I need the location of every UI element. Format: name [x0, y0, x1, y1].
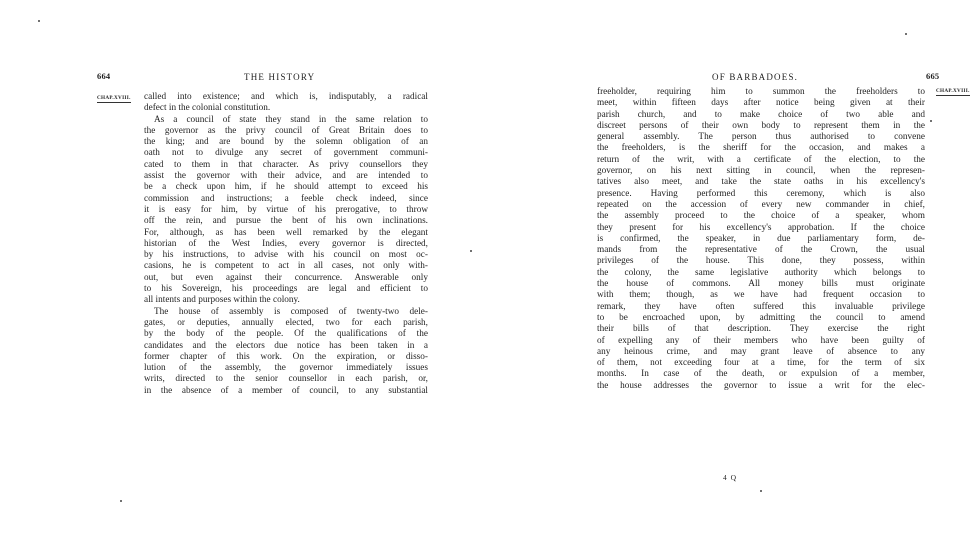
text-line: casions, he is competent to act in all cases, not only with- — [144, 261, 428, 272]
text-line: tatives also meet, and take the state oaths in his excellency's — [597, 177, 925, 188]
text-line: For, although, as has been well remarked by the elegant — [144, 227, 428, 238]
text-line: out, but even against their concurrence. Answerable only — [144, 272, 428, 283]
text-line: to be encroached upon, by admitting the council to amend — [597, 312, 925, 323]
text-line: called into existence; and which is, indisputably, a radical — [144, 92, 428, 102]
right-page — [490, 0, 980, 550]
left-page — [0, 0, 470, 550]
text-line: The house of assembly is composed of twenty-two dele- — [154, 306, 428, 317]
body-text-left — [144, 92, 428, 397]
text-line: months. In case of the death, or expulsion of a member, — [597, 369, 925, 380]
text-line: parish church, and to make choice of two able and — [597, 109, 925, 120]
text-line: governor, on his next sitting in council, when the represen- — [597, 166, 925, 177]
page-number-right: 665 — [926, 71, 940, 81]
text-line: they present for his excellency's approbation. If the choice — [597, 222, 925, 233]
text-line: to his Sovereign, his proceedings are legal and efficient to — [144, 284, 428, 295]
text-line: candidates and the electors due notice has been taken in a — [144, 340, 428, 351]
scan-speck — [760, 490, 762, 492]
body-text-right — [597, 87, 925, 392]
text-line: the assembly proceed to the choice of a speaker, whom — [597, 211, 925, 222]
text-line: assist the governor with their advice, and are intended to — [144, 171, 428, 182]
text-line: of expelling any of their members who have been guilty of — [597, 335, 925, 346]
running-head-right: OF BARBADOES. — [712, 72, 799, 82]
text-line: of them, not exceeding four at a time, for the term of six — [597, 358, 925, 369]
text-line: with them; though, as we have had frequent occasion to — [597, 290, 925, 301]
text-line: As a council of state they stand in the same relation to — [154, 114, 428, 125]
text-line: general assembly. The person thus authorised to convene — [597, 132, 925, 143]
chapter-margin-note-left: CHAP.XVIII. — [97, 95, 131, 101]
text-line: gates, or deputies, annually elected, two for each parish, — [144, 317, 428, 328]
text-line: their bills of that description. They exercise the right — [597, 324, 925, 335]
text-line: cated to them in that character. As privy counsellors they — [144, 159, 428, 170]
page-number-left: 664 — [97, 71, 111, 81]
text-line: by his instructions, to advise with his council on most oc- — [144, 250, 428, 261]
text-line: defect in the colonial constitution. — [144, 103, 271, 114]
text-line: commission and instructions; a feeble check indeed, since — [144, 193, 428, 204]
text-line: the house addresses the governor to issue a writ for the elec- — [597, 380, 925, 391]
text-line: historian of the West Indies, every governor is directed, — [144, 238, 428, 249]
text-line: remark, they have often suffered this invaluable privilege — [597, 301, 925, 312]
text-line: freeholder, requiring him to summon the freeholders to — [597, 87, 925, 97]
text-line: all intents and purposes within the colony. — [144, 295, 300, 306]
text-line: privileges of the house. This done, they possess, within — [597, 256, 925, 267]
text-line: the house of commons. All money bills must originate — [597, 279, 925, 290]
text-line: former chapter of this work. On the expiration, or disso- — [144, 351, 428, 362]
text-line: lution of the assembly, the governor immediately issues — [144, 363, 428, 374]
text-line: be a check upon him, if he should attempt to exceed his — [144, 182, 428, 193]
scan-speck — [120, 500, 122, 502]
text-line: by the body of the people. Of the qualifications of the — [144, 329, 428, 340]
chapter-margin-note-right: CHAP.XVIII. — [936, 88, 970, 94]
scan-speck — [38, 20, 40, 22]
text-line: meet, within fifteen days after notice being given at their — [597, 98, 925, 109]
text-line: the governor as the privy council of Great Britain does to — [144, 125, 428, 136]
text-line: the king; and are bound by the solemn obligation of an — [144, 137, 428, 148]
text-line: mands from the representative of the Crown, the usual — [597, 245, 925, 256]
signature-mark: 4 Q — [723, 473, 738, 482]
text-line: in the absence of a member of council, to any substantial — [144, 385, 428, 396]
scan-speck — [470, 250, 472, 252]
scan-speck — [905, 33, 907, 35]
text-line: return of the writ, with a certificate of the election, to the — [597, 154, 925, 165]
running-head-left: THE HISTORY — [244, 72, 316, 82]
text-line: is confirmed, the speaker, in due parliamentary form, de- — [597, 233, 925, 244]
text-line: the colony, the same legislative authority which belongs to — [597, 267, 925, 278]
text-line: presence. Having performed this ceremony, which is also — [597, 188, 925, 199]
text-line: off the rein, and pursue the bent of his own inclinations. — [144, 216, 428, 227]
text-line: discreet persons of their own body to represent them in the — [597, 120, 925, 131]
text-line: the freeholders, is the sheriff for the occasion, and makes a — [597, 143, 925, 154]
text-line: any heinous crime, and may grant leave of absence to any — [597, 346, 925, 357]
text-line: it is easy for him, by virtue of his prerogative, to throw — [144, 204, 428, 215]
text-line: oath not to divulge any secret of government communi- — [144, 148, 428, 159]
scan-speck — [930, 120, 932, 122]
text-line: repeated on the accession of every new commander in chief, — [597, 199, 925, 210]
text-line: writs, directed to the senior counsellor in each parish, or, — [144, 374, 428, 385]
